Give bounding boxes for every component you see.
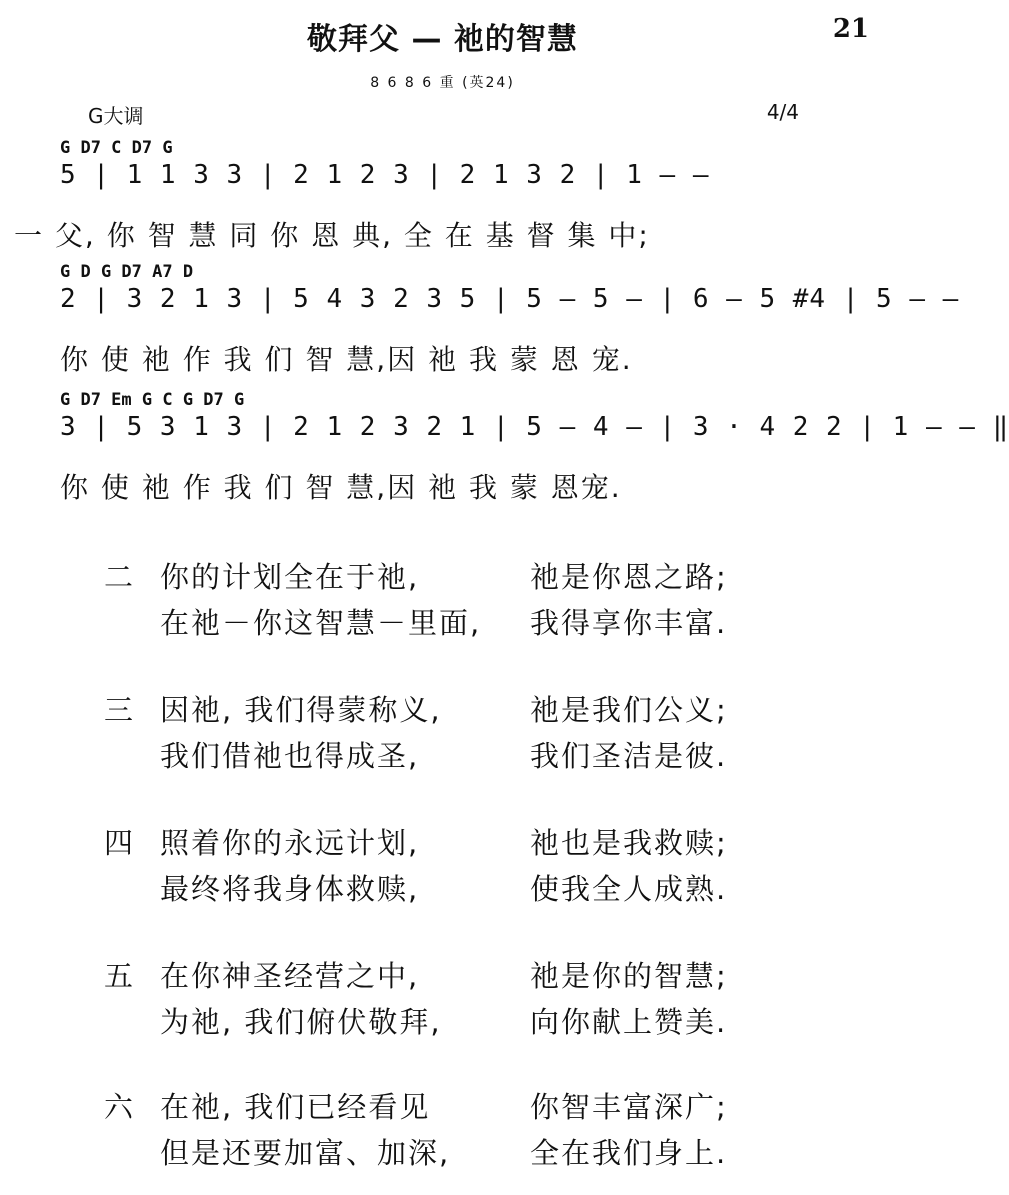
verse-line-right: 祂是你恩之路; (530, 560, 728, 594)
key-signature: G大调 (88, 104, 144, 128)
notation-line: 2 | 3 2 1 3 | 5 4 3 2 3 5 | 5 — 5 — | 6 — 5 #4 | 5 — — (60, 284, 960, 314)
verse-line-right: 祂也是我救赎; (530, 826, 728, 860)
verse-line-left: 但是还要加富、加深, (160, 1136, 451, 1170)
hymn-title: 敬拜父 — 祂的智慧 (307, 22, 578, 57)
chord-line: G D7 C D7 G (60, 138, 173, 158)
verse-number: 五 (104, 959, 136, 993)
lyric-line: 一 父, 你 智 慧 同 你 恩 典, 全 在 基 督 集 中; (14, 219, 650, 252)
verse-line-right: 祂是我们公义; (530, 693, 728, 727)
verse-number: 四 (104, 826, 136, 860)
verse-6 (0, 1085, 885, 1175)
lyric-line: 你 使 祂 作 我 们 智 慧,因 祂 我 蒙 恩宠. (60, 471, 622, 504)
verse-line-left: 我们借祂也得成圣, (160, 739, 420, 773)
verse-number: 三 (104, 693, 136, 727)
verse-line-left: 你的计划全在于祂, (160, 560, 420, 594)
verse-line-left: 照着你的永远计划, (160, 826, 420, 860)
verse-2 (0, 555, 885, 645)
verse-line-left: 最终将我身体救赎, (160, 872, 420, 906)
verse-line-right: 我们圣洁是彼. (530, 739, 728, 773)
verse-line-right: 使我全人成熟. (530, 872, 728, 906)
verse-line-left: 因祂, 我们得蒙称义, (160, 693, 442, 727)
notation-line: 3 | 5 3 1 3 | 2 1 2 3 2 1 | 5 — 4 — | 3 · 4 2 2 | 1 — — ‖ (60, 412, 1009, 442)
chord-line: G D G D7 A7 D (60, 262, 194, 282)
verse-line-left: 为祂, 我们俯伏敬拜, (160, 1005, 442, 1039)
meter-label: 8 6 8 6 重 (英24) (370, 75, 515, 91)
chord-line: G D7 Em G C G D7 G (60, 390, 245, 410)
notation-line: 5 | 1 1 3 3 | 2 1 2 3 | 2 1 3 2 | 1 — — (60, 160, 710, 190)
verse-line-left: 在祂－你这智慧－里面, (160, 606, 482, 640)
verse-line-right: 向你献上赞美. (530, 1005, 728, 1039)
verse-number: 六 (104, 1090, 136, 1124)
verse-5 (0, 954, 885, 1044)
page-number: 21 (832, 14, 869, 44)
verse-line-right: 全在我们身上. (530, 1136, 728, 1170)
verse-3 (0, 688, 885, 778)
verse-line-left: 在祂, 我们已经看见 (160, 1090, 431, 1124)
time-signature: 4/4 (766, 100, 799, 124)
verse-line-right: 我得享你丰富. (530, 606, 728, 640)
verse-line-left: 在你神圣经营之中, (160, 959, 420, 993)
verse-number: 二 (104, 560, 136, 594)
verse-4 (0, 821, 885, 911)
verse-line-right: 祂是你的智慧; (530, 959, 728, 993)
lyric-line: 你 使 祂 作 我 们 智 慧,因 祂 我 蒙 恩 宠. (60, 343, 633, 376)
verse-line-right: 你智丰富深广; (530, 1090, 728, 1124)
